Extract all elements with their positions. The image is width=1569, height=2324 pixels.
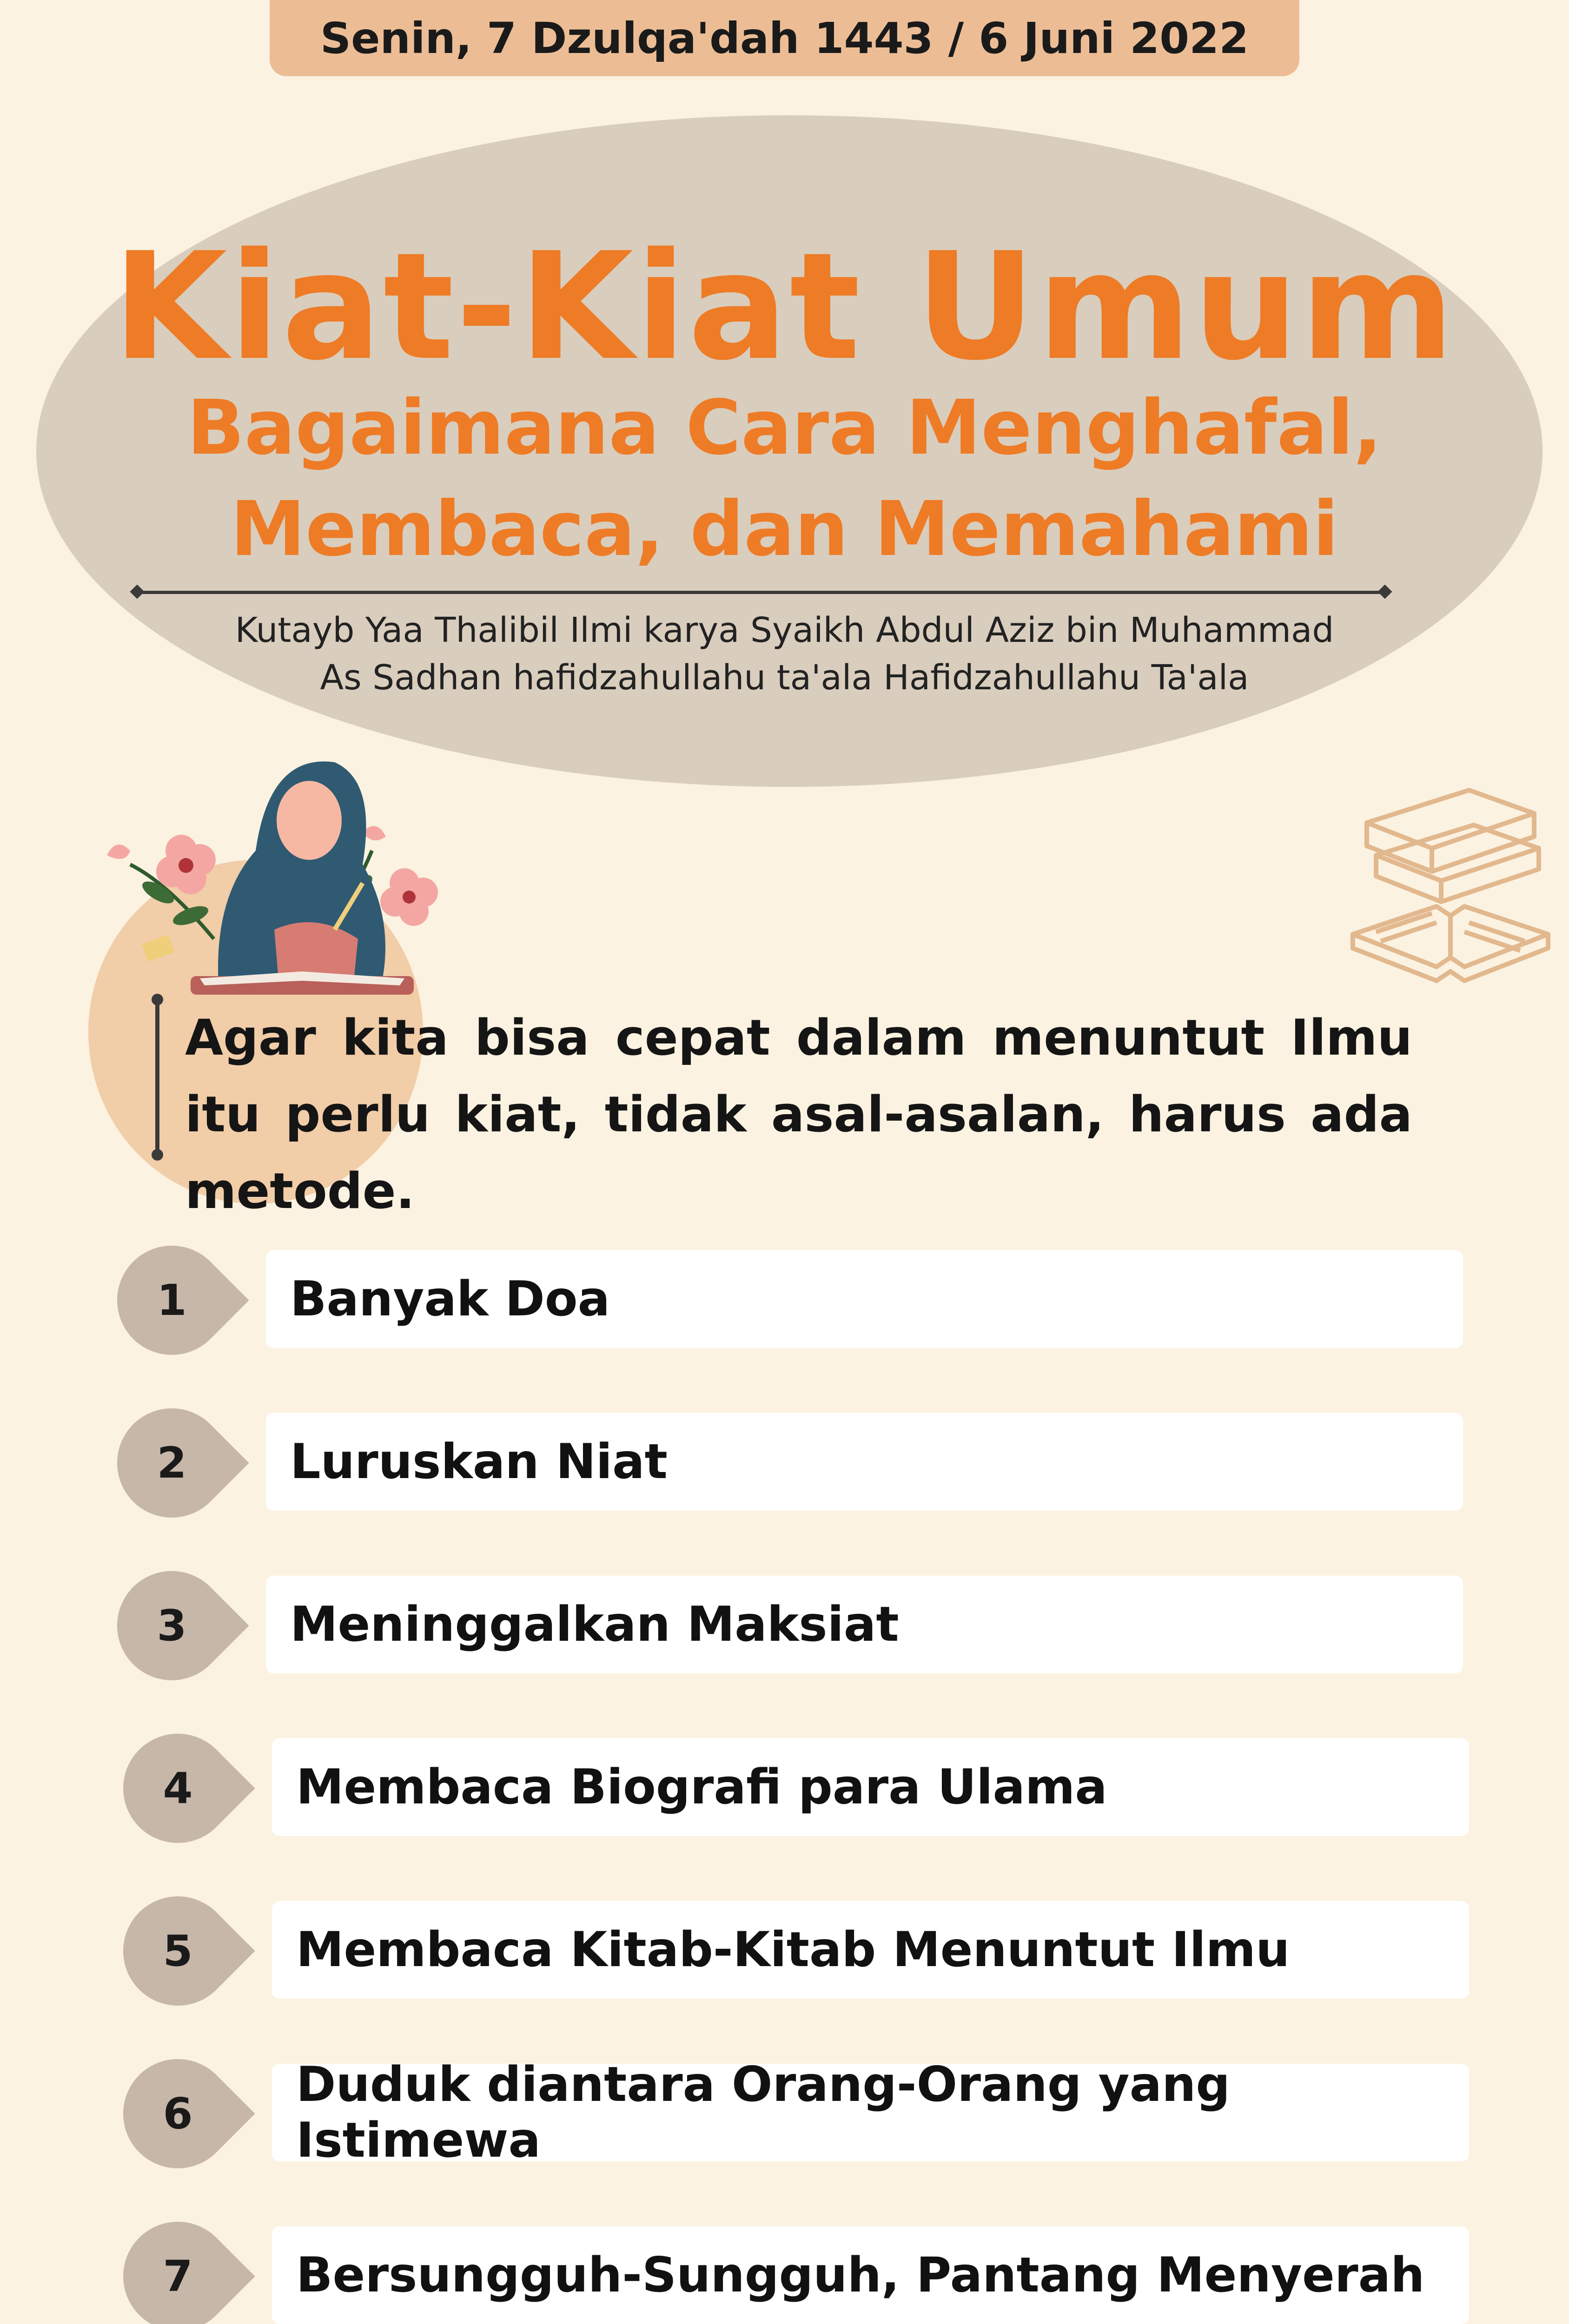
page-title: Kiat-Kiat Umum <box>113 221 1456 393</box>
list-item-number: 3 <box>157 1601 187 1651</box>
list-item-number: 2 <box>157 1438 187 1488</box>
subtitle-line-2: Membaca, dan Memahami <box>230 486 1339 573</box>
list-item-number-badge <box>117 1571 252 1680</box>
list-item-label: Luruskan Niat <box>290 1434 668 1490</box>
books-icon <box>1348 772 1553 995</box>
list-item-number-badge <box>123 2222 258 2324</box>
source-line-2: As Sadhan hafidzahullahu ta'ala Hafidzahullahu Ta'ala <box>320 658 1249 698</box>
title-divider <box>136 591 1386 594</box>
list-item <box>272 1738 1469 1836</box>
list-item-label: Banyak Doa <box>290 1271 610 1327</box>
list-item-number: 6 <box>163 2089 193 2139</box>
list-item <box>266 1576 1463 1673</box>
source-line-1: Kutayb Yaa Thalibil Ilmi karya Syaikh Abdul Aziz bin Muhammad <box>235 610 1334 650</box>
list-item <box>266 1250 1463 1348</box>
list-item-label: Bersungguh-Sungguh, Pantang Menyerah <box>296 2247 1425 2303</box>
date-banner <box>270 0 1299 76</box>
intro-accent-bar <box>155 999 159 1155</box>
list-item-label: Meninggalkan Maksiat <box>290 1597 899 1652</box>
list-item <box>272 1901 1469 1999</box>
list-item-number-badge <box>123 2059 258 2168</box>
list-item-number-badge <box>123 1734 258 1843</box>
list-item-number: 5 <box>163 1926 193 1976</box>
source-reference <box>0 607 1569 701</box>
girl-reading-illustration <box>74 744 465 995</box>
intro-text: Agar kita bisa cepat dalam menuntut Ilmu itu perlu kiat, tidak asal-asalan, harus ada metode. <box>185 1009 1412 1220</box>
page-subtitle <box>0 377 1569 580</box>
list-item-label: Membaca Kitab-Kitab Menuntut Ilmu <box>296 1922 1290 1978</box>
list-item-number: 1 <box>157 1275 187 1325</box>
list-item <box>272 2226 1469 2324</box>
list-item-number: 4 <box>163 1763 193 1813</box>
list-item-number-badge <box>123 1896 258 2006</box>
list-item-number: 7 <box>163 2251 193 2301</box>
list-item-number-badge <box>117 1246 252 1355</box>
list-item <box>272 2057 1469 2168</box>
subtitle-line-1: Bagaimana Cara Menghafal, <box>187 384 1382 472</box>
list-item-number-badge <box>117 1408 252 1518</box>
list-item-label: Membaca Biografi para Ulama <box>296 1759 1107 1815</box>
date-text: Senin, 7 Dzulqa'dah 1443 / 6 Juni 2022 <box>320 13 1249 63</box>
list-item <box>266 1413 1463 1511</box>
list-item-label: Duduk diantara Orang-Orang yang Istimewa <box>296 2057 1231 2168</box>
